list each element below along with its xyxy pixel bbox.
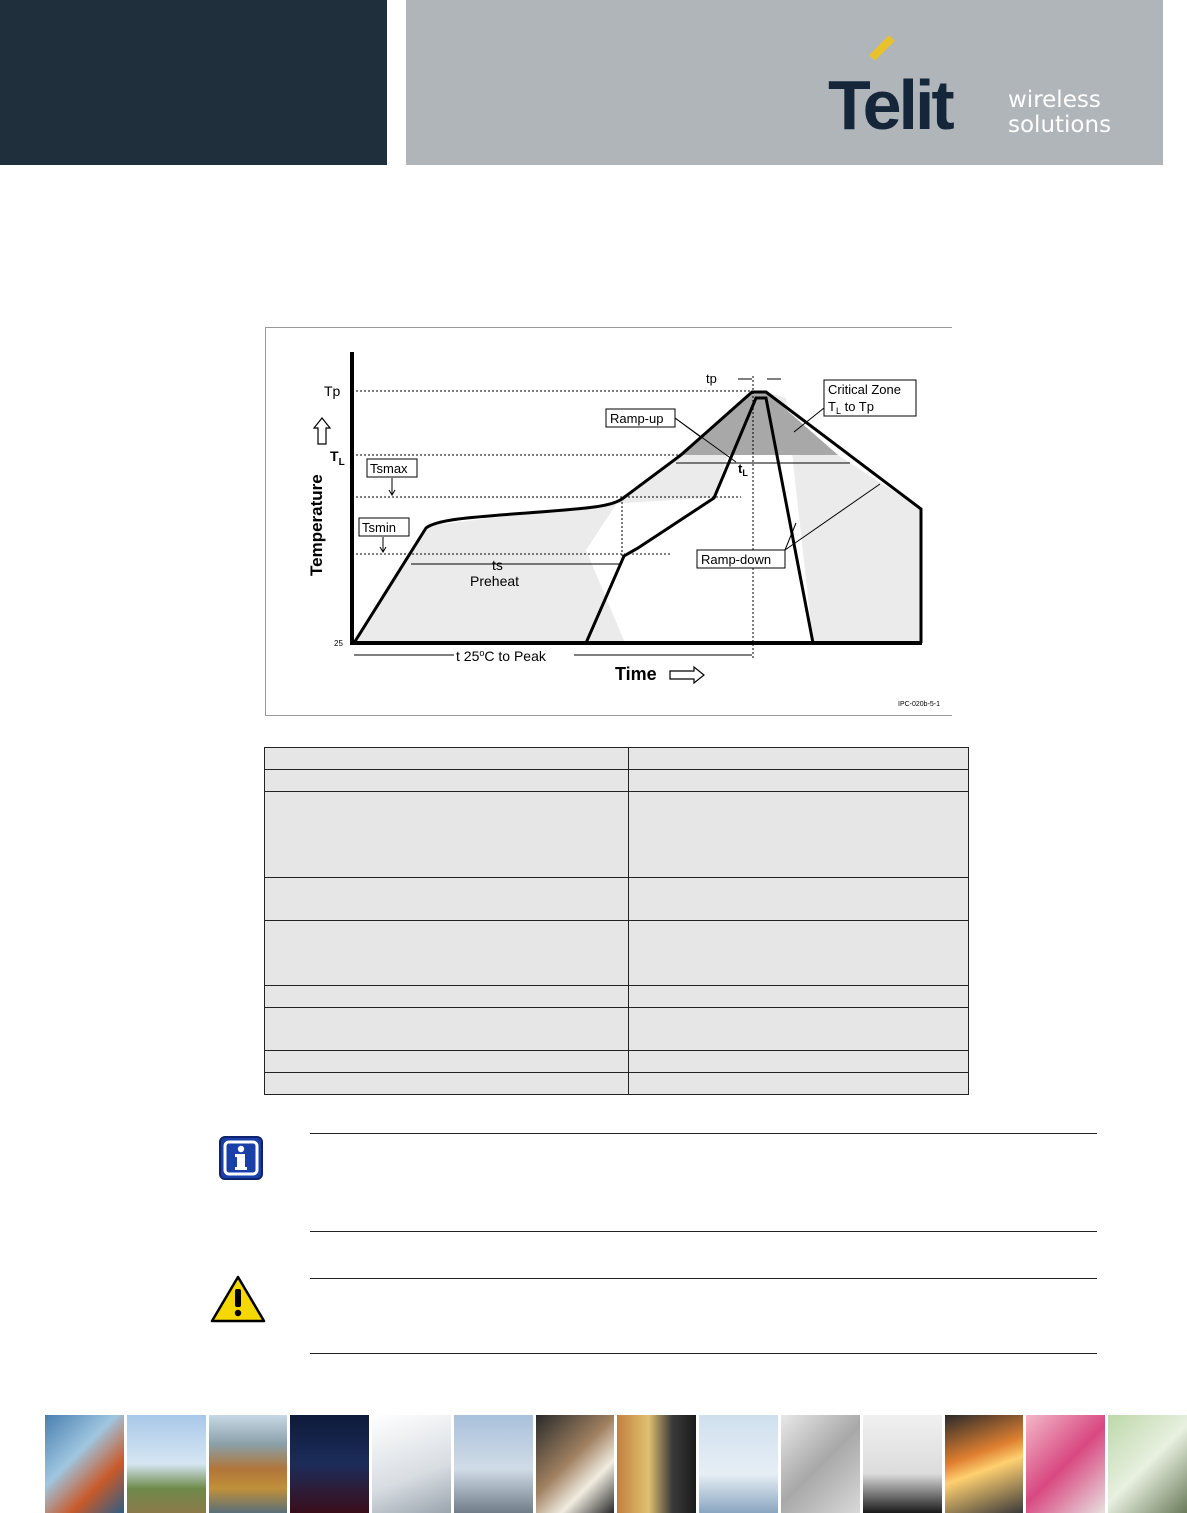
footer-photo-containers — [209, 1415, 288, 1513]
t25-a: t 25 — [456, 648, 480, 664]
tick-tp: Tp — [324, 383, 341, 399]
label-preheat: Preheat — [470, 573, 520, 589]
label-critical-line2 — [828, 399, 874, 416]
footer-photo-train — [945, 1415, 1024, 1513]
label-tl-time — [738, 461, 748, 478]
footer-photo-meter — [781, 1415, 860, 1513]
table-cell — [629, 1051, 969, 1073]
logo-tagline-line1: wireless — [1008, 87, 1101, 113]
info-icon — [218, 1135, 264, 1181]
reflow-profile-diagram — [266, 328, 952, 715]
table-cell — [265, 1073, 629, 1095]
table-cell — [629, 1008, 969, 1051]
table-row — [265, 1008, 969, 1051]
table-cell — [629, 1073, 969, 1095]
footer-photo-card — [536, 1415, 615, 1513]
footer-photo-display — [290, 1415, 369, 1513]
footer-photo-bike — [454, 1415, 533, 1513]
footer-photo-keyboard — [372, 1415, 451, 1513]
t25-sup: o — [479, 648, 485, 658]
table-row — [265, 792, 969, 878]
logo-accent-mark — [869, 35, 894, 60]
table-cell — [265, 986, 629, 1008]
table-cell — [629, 770, 969, 792]
label-t25 — [456, 648, 547, 664]
table-row — [265, 770, 969, 792]
label-critical-line1: Critical Zone — [828, 382, 901, 397]
warning-icon — [210, 1274, 266, 1324]
table-cell — [265, 792, 629, 878]
table-row — [265, 921, 969, 986]
t25-b: C to Peak — [484, 648, 546, 664]
footer-photo-strip — [45, 1415, 1187, 1513]
critical-t: T — [828, 399, 836, 414]
tick-tl — [330, 448, 345, 468]
table-cell — [629, 878, 969, 921]
table-cell — [629, 921, 969, 986]
tl-time-sub: L — [742, 468, 748, 478]
footer-photo-print — [1026, 1415, 1105, 1513]
table-cell — [265, 878, 629, 921]
header-dark-block — [0, 0, 387, 165]
critical-sub: L — [835, 406, 841, 416]
table-cell — [265, 1051, 629, 1073]
label-rampdown: Ramp-down — [701, 552, 772, 567]
reflow-profile-figure — [265, 327, 952, 716]
tick-tl-sub: L — [338, 457, 345, 468]
footer-photo-highway — [45, 1415, 124, 1513]
y-axis-label: Temperature — [307, 474, 326, 576]
critical-rest: to Tp — [840, 399, 874, 414]
footer-photo-wind — [699, 1415, 778, 1513]
telit-logo — [828, 40, 1138, 150]
tick-25: 25 — [334, 639, 343, 648]
figure-code: IPC-020b-5-1 — [898, 701, 941, 708]
label-tsmin: Tsmin — [362, 520, 396, 535]
table-row — [265, 748, 969, 770]
footer-photo-camera — [1108, 1415, 1187, 1513]
critical-pointer — [794, 408, 824, 432]
footer-photo-phonebox — [127, 1415, 206, 1513]
label-tsmax: Tsmax — [370, 461, 408, 476]
table-cell — [265, 748, 629, 770]
table-cell — [629, 748, 969, 770]
table-cell — [265, 1008, 629, 1051]
table-cell — [629, 986, 969, 1008]
table-row — [265, 1073, 969, 1095]
table-row — [265, 878, 969, 921]
footer-photo-vending — [617, 1415, 696, 1513]
table-cell — [629, 792, 969, 878]
x-axis-label: Time — [615, 664, 657, 684]
tick-tl-main: T — [330, 448, 339, 464]
table-row — [265, 986, 969, 1008]
label-ts: ts — [492, 557, 503, 573]
y-axis-arrow-icon — [314, 418, 330, 444]
label-rampup: Ramp-up — [610, 411, 664, 426]
tl-time-main: t — [738, 461, 743, 476]
x-axis-arrow-icon — [670, 667, 704, 683]
critical-zone-region — [678, 392, 838, 455]
logo-tagline — [1008, 88, 1111, 138]
logo-wordmark: Telit — [828, 66, 952, 144]
label-tp-time: tp — [706, 371, 717, 386]
footer-photo-laser — [863, 1415, 942, 1513]
info-note-box — [310, 1133, 1097, 1232]
table-row — [265, 1051, 969, 1073]
table-cell — [265, 921, 629, 986]
table-cell — [265, 770, 629, 792]
logo-tagline-line2: solutions — [1008, 112, 1112, 138]
warning-note-box — [310, 1278, 1097, 1354]
reflow-spec-table — [264, 747, 969, 1095]
preheat-region — [354, 497, 726, 643]
